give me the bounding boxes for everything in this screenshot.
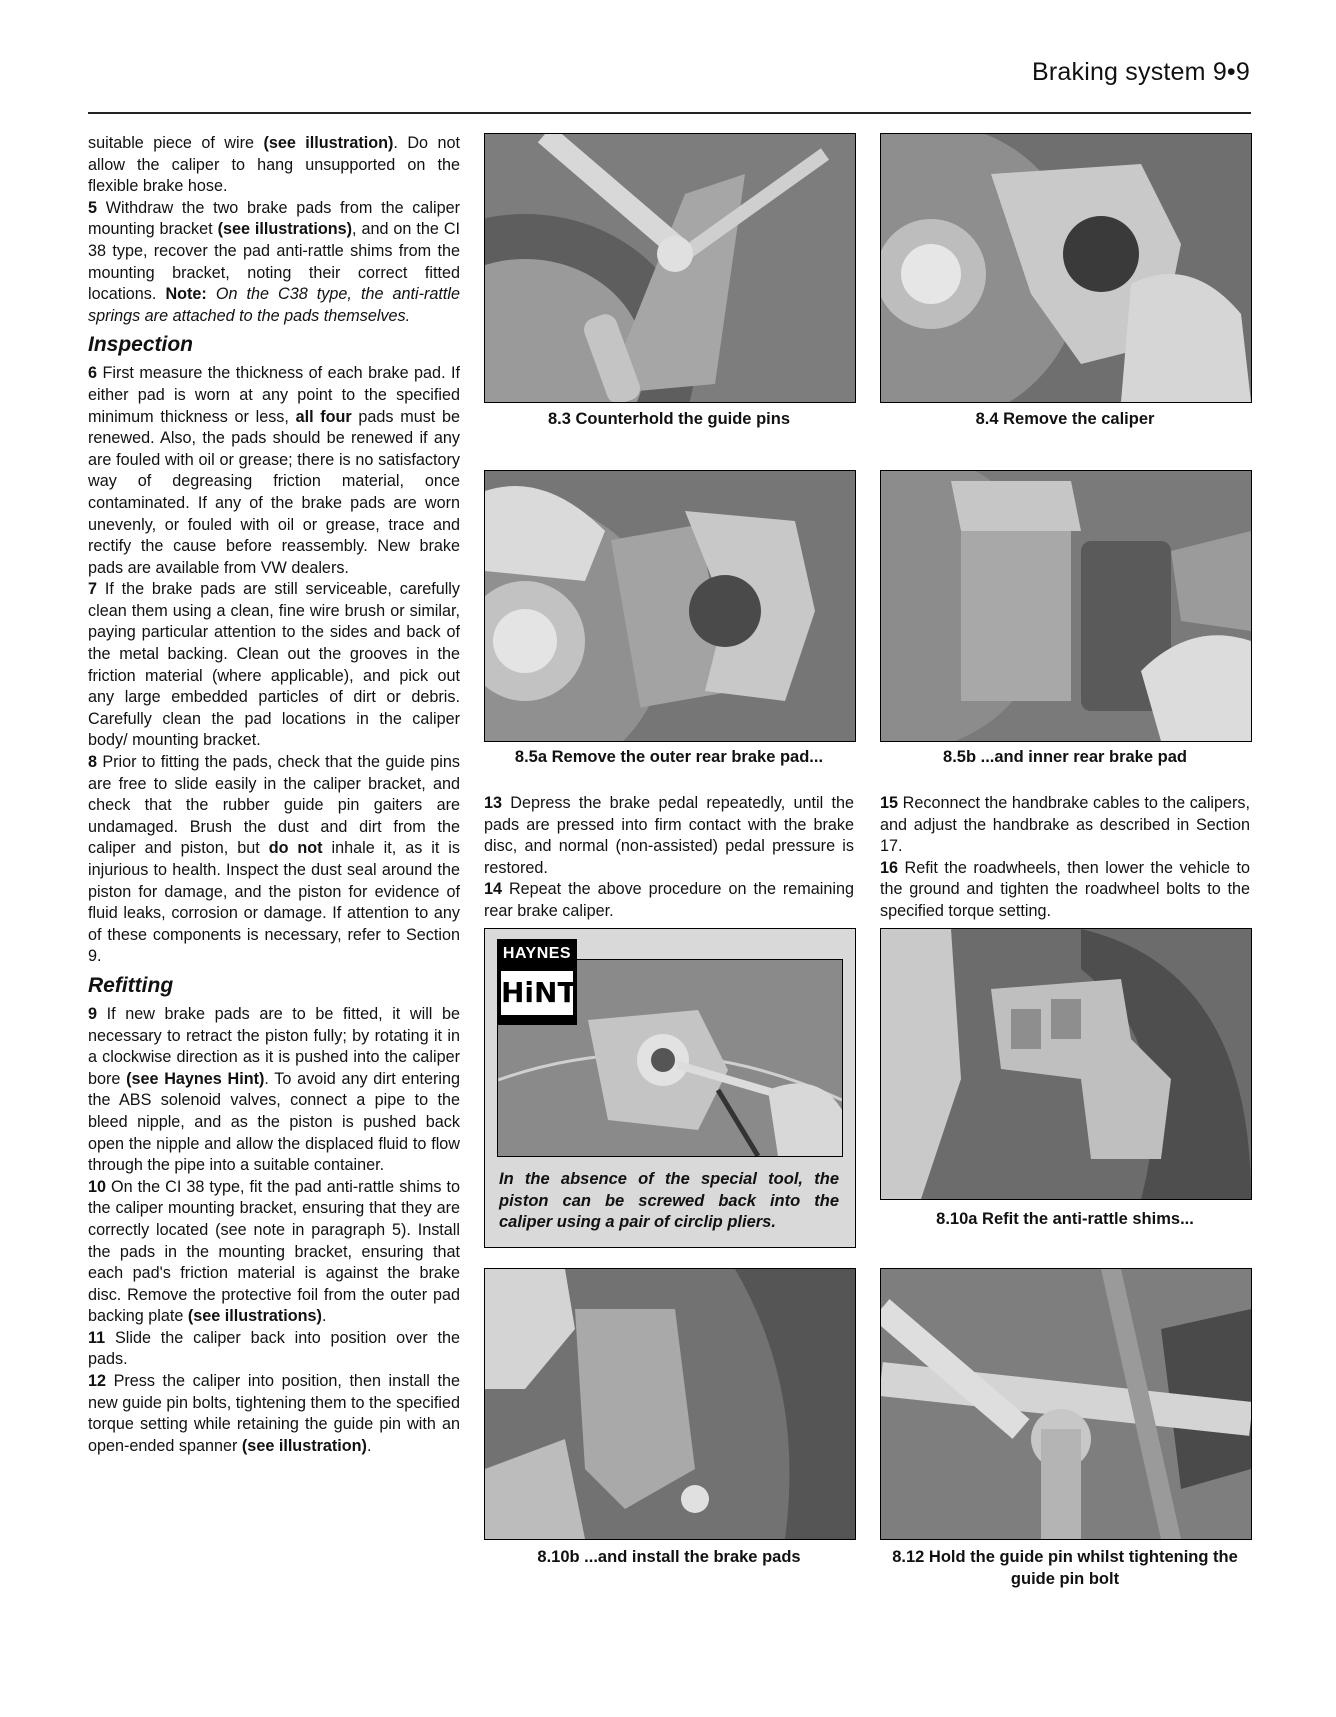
photo-8-10a xyxy=(880,928,1252,1200)
caption-8-10a: 8.10a Refit the anti-rattle shims... xyxy=(936,1210,1194,1228)
photo-8-12 xyxy=(880,1268,1252,1540)
paragraph-11: 11 Slide the caliper back into position over the pads. xyxy=(88,1328,460,1369)
haynes-hint-badge xyxy=(497,939,577,1025)
photo-8-3 xyxy=(484,133,856,403)
text-column-middle xyxy=(484,793,854,923)
hint-caption: In the absence of the special tool, the piston can be screwed back into the caliper using a pair of circlip pliers. xyxy=(499,1170,839,1231)
paragraph-4-cont: suitable piece of wire (see illustration). Do not allow the caliper to hang unsupported on the flexible brake hose. xyxy=(88,134,460,196)
caption-8-3: 8.3 Counterhold the guide pins xyxy=(547,410,790,428)
page-number: 9•9 xyxy=(1212,58,1250,86)
caption-8-12: 8.12 Hold the guide pin whilst tightening the guide pin bolt xyxy=(892,1548,1238,1588)
photo-8-4 xyxy=(880,133,1252,403)
running-header xyxy=(1010,58,1250,87)
haynes-hint-box xyxy=(484,928,856,1248)
photo-8-10b xyxy=(484,1268,856,1540)
heading-inspection: Inspection xyxy=(88,333,194,357)
caption-8-5b: 8.5b ...and inner rear brake pad xyxy=(943,748,1187,766)
paragraph-14: 14 Repeat the above procedure on the remaining rear brake caliper. xyxy=(484,880,854,920)
header-title: Braking system xyxy=(1031,58,1206,86)
badge-hint-text: HiNT xyxy=(501,971,573,1015)
paragraph-13: 13 Depress the brake pedal repeatedly, until the pads are pressed into firm contact with the brake disc, and normal (non-assisted) pedal pressure is restored. xyxy=(484,794,854,877)
paragraph-15: 15 Reconnect the handbrake cables to the calipers, and adjust the handbrake as described in Section 17. xyxy=(880,794,1250,856)
heading-refitting: Refitting xyxy=(88,973,174,997)
paragraph-16: 16 Refit the roadwheels, then lower the vehicle to the ground and tighten the roadwheel bolts to the specified torque setting. xyxy=(880,858,1250,920)
caption-8-10b: 8.10b ...and install the brake pads xyxy=(537,1548,801,1566)
photo-8-5a xyxy=(484,470,856,742)
header-rule xyxy=(88,112,1251,114)
paragraph-6: 6 First measure the thickness of each brake pad. If either pad is worn at any point to the specified minimum thickness or less, all four pads must be renewed. Also, the pads should be renewed if any are fouled with oil or grease; there is no satisfactory way of degreasing friction material, once contaminated. If any of the brake pads are worn unevenly, or fouled with oil or grease, trace and rectify the cause before reassembly. New brake pads are available from VW dealers. xyxy=(88,364,460,577)
caption-8-5a: 8.5a Remove the outer rear brake pad... xyxy=(514,748,824,766)
paragraph-9: 9 If new brake pads are to be fitted, it will be necessary to retract the piston fully; by rotating it in a clockwise direction as it is pushed into the caliper bore (see Haynes Hint). To avoid any dirt entering the ABS solenoid valves, connect a pipe to the bleed nipple, and as the piston is pushed back open the nipple and allow the displaced fluid to flow through the pipe into a suitable container. xyxy=(88,1004,460,1175)
paragraph-8: 8 Prior to fitting the pads, check that the guide pins are free to slide easily in the caliper bracket, and check that the rubber guide pin gaiters are undamaged. Brush the dust and dirt from the caliper and piston, but do not inhale it, as it is injurious to health. Inspect the dust seal around the piston for damage, and the piston for evidence of fluid leaks, corrosion or damage. If attention to any of these components is necessary, refer to Section 9. xyxy=(88,753,460,966)
badge-haynes-text: HAYNES xyxy=(502,945,572,962)
photo-8-5b xyxy=(880,470,1252,742)
paragraph-12: 12 Press the caliper into position, then install the new guide pin bolts, tightening them to the specified torque setting while retaining the guide pin with an open-ended spanner (see illustration). xyxy=(88,1372,460,1455)
caption-8-4: 8.4 Remove the caliper xyxy=(975,410,1155,428)
paragraph-10: 10 On the CI 38 type, fit the pad anti-rattle shims to the caliper mounting bracket, ensuring that they are correctly located (see note in paragraph 5). Install the pads in the mounting bracket, ensuring that each pad's friction material is against the brake disc. Remove the protective foil from the outer pad backing plate (see illustrations). xyxy=(88,1177,460,1326)
text-column-left xyxy=(88,133,460,1457)
text-column-right xyxy=(880,793,1250,923)
paragraph-5: 5 Withdraw the two brake pads from the caliper mounting bracket (see illustrations), and on the CI 38 type, recover the pad anti-rattle shims from the mounting bracket, noting their correct fitted locations. Note: On the C38 type, the anti-rattle springs are attached to the pads themselves. xyxy=(88,198,461,325)
paragraph-7: 7 If the brake pads are still serviceable, carefully clean them using a clean, fine wire brush or similar, paying particular attention to the sides and back of the metal backing. Clean out the grooves in the friction material (where applicable), and pick out any large embedded particles of dirt or debris. Carefully clean the pad locations in the caliper body/ mounting bracket. xyxy=(88,580,460,750)
